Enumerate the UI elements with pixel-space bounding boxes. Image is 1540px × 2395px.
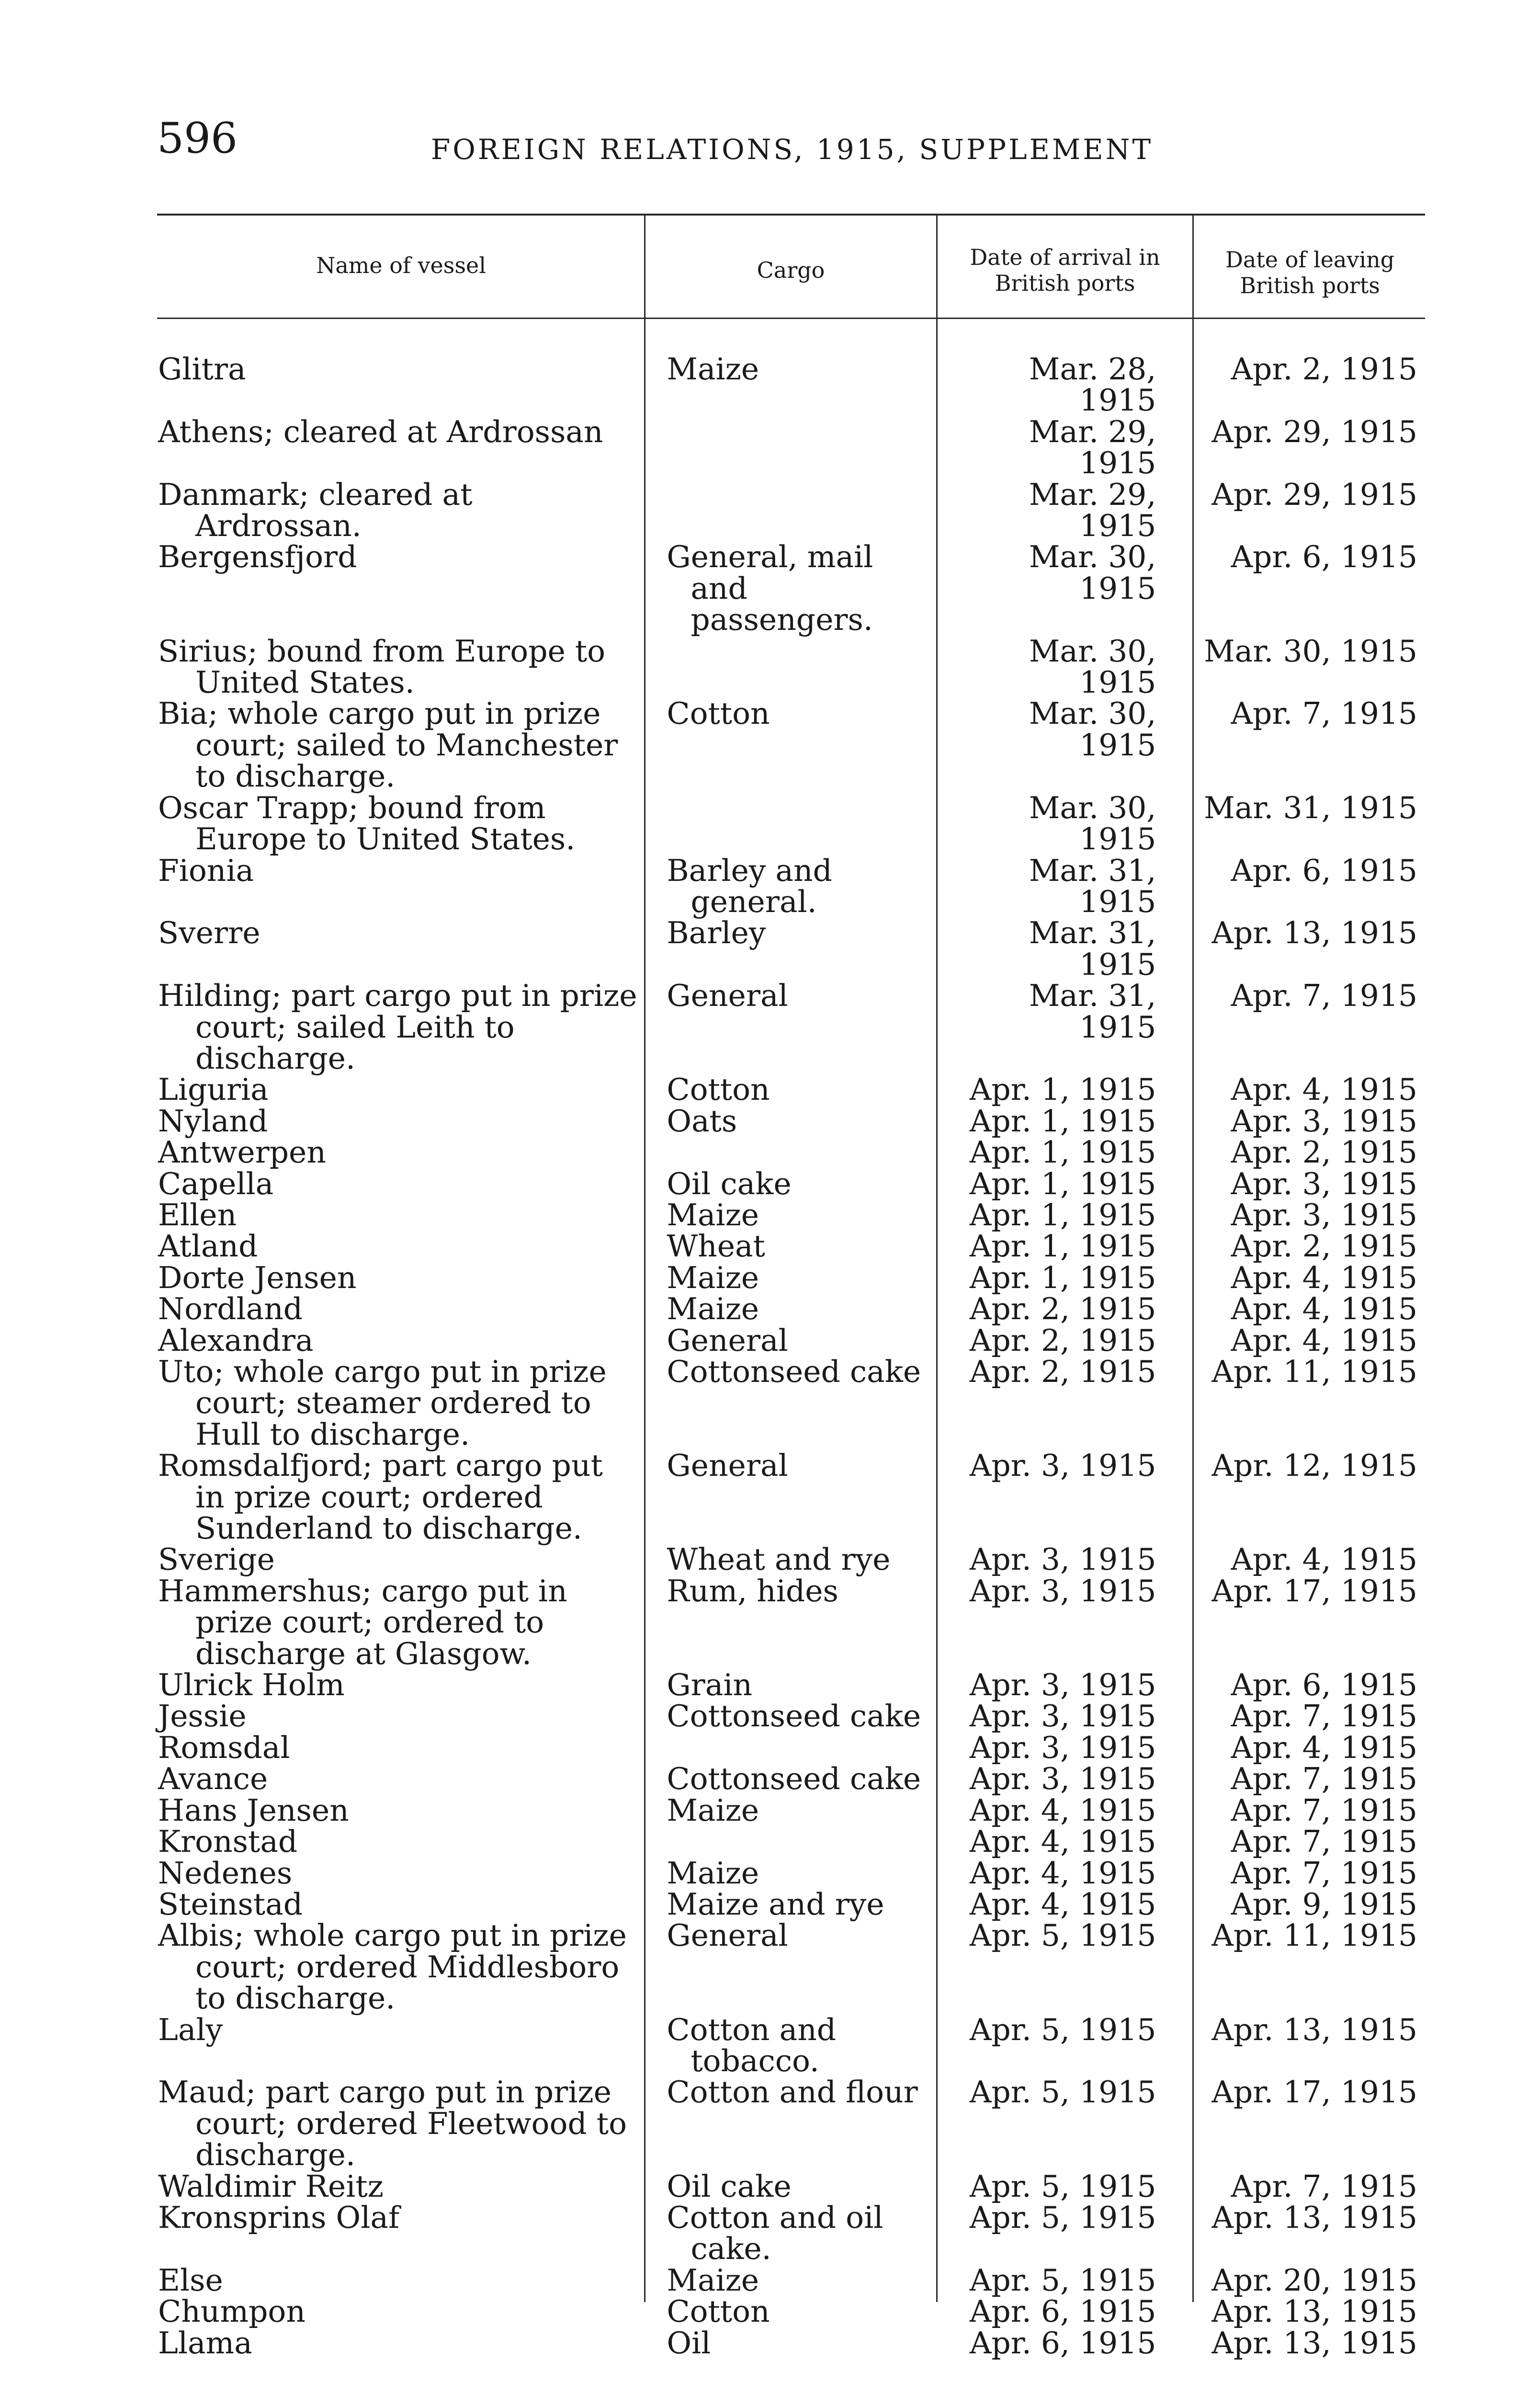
arrival-date: Apr. 3, 1915	[969, 1573, 1156, 1608]
leaving-date: Apr. 13, 1915	[1212, 2012, 1417, 2047]
table-row	[144, 1168, 1427, 1199]
cargo-cell: General	[667, 978, 788, 1014]
leaving-date: Apr. 17, 1915	[1212, 2075, 1417, 2110]
leaving-date: Mar. 30, 1915	[1204, 633, 1417, 669]
leaving-date: Apr. 7, 1915	[1231, 1699, 1417, 1734]
vessel-name: Antwerpen	[158, 1135, 326, 1170]
leaving-date: Apr. 7, 1915	[1231, 1855, 1417, 1891]
cargo-cell: Grain	[667, 1667, 753, 1703]
leaving-date: Apr. 7, 1915	[1231, 696, 1417, 731]
leaving-date: Apr. 7, 1915	[1231, 1824, 1417, 1859]
vessel-name: Kronstad	[158, 1824, 298, 1859]
table-top-rule	[157, 214, 1425, 216]
table-row	[144, 1325, 1427, 1356]
cargo-cell: Maize	[667, 2262, 759, 2298]
column-header-leaving: Date of leaving British ports	[1225, 247, 1395, 298]
vessel-name: Hans Jensen	[158, 1792, 349, 1828]
arrival-date: Apr. 4, 1915	[969, 1886, 1156, 1922]
vessel-name: Dorte Jensen	[158, 1260, 357, 1295]
vessel-name: Llama	[158, 2325, 252, 2361]
cargo-cell: Maize	[667, 1855, 759, 1891]
leaving-date: Apr. 12, 1915	[1212, 1448, 1417, 1483]
column-header-arrival: Date of arrival in British ports	[970, 244, 1160, 296]
vessel-name: Maud; part cargo put in prize court; ordered Fleetwood to discharge.	[158, 2075, 627, 2173]
table-row	[144, 1792, 1427, 1828]
table-row	[144, 354, 1427, 416]
arrival-date: Mar. 30, 1915	[1029, 633, 1156, 700]
table-row	[144, 2296, 1427, 2327]
leaving-date: Apr. 3, 1915	[1231, 1197, 1417, 1232]
arrival-date: Apr. 1, 1915	[969, 1135, 1156, 1170]
table-row	[144, 539, 1427, 638]
page-number: 596	[157, 114, 238, 163]
vessel-name: Jessie	[158, 1699, 247, 1734]
leaving-date: Apr. 4, 1915	[1231, 1072, 1417, 1107]
leaving-date: Apr. 13, 1915	[1212, 915, 1417, 951]
vessel-name: Sverige	[158, 1542, 275, 1577]
vessel-name: Oscar Trapp; bound from Europe to United States.	[158, 790, 576, 857]
cargo-cell: Maize	[667, 352, 759, 387]
table-row	[144, 698, 1427, 792]
vessel-name: Else	[158, 2262, 223, 2298]
arrival-date: Apr. 1, 1915	[969, 1103, 1156, 1139]
arrival-date: Apr. 2, 1915	[969, 1323, 1156, 1358]
table-row	[144, 2262, 1427, 2298]
table-row	[144, 792, 1427, 855]
cargo-cell: Wheat and rye	[667, 1542, 891, 1577]
vessel-name: Nordland	[158, 1291, 303, 1327]
leaving-date: Apr. 3, 1915	[1231, 1166, 1417, 1201]
arrival-date: Apr. 1, 1915	[969, 1260, 1156, 1295]
vessel-name: Waldimir Reitz	[158, 2168, 384, 2204]
cargo-cell: General	[667, 1918, 788, 1953]
arrival-date: Apr. 4, 1915	[969, 1824, 1156, 1859]
arrival-date: Apr. 2, 1915	[969, 1291, 1156, 1327]
vessel-name: Liguria	[158, 1072, 269, 1107]
leaving-date: Apr. 13, 1915	[1212, 2325, 1417, 2361]
cargo-cell: Cotton and tobacco.	[667, 2012, 837, 2078]
cargo-cell: Cotton	[667, 696, 770, 731]
vessel-name: Sirius; bound from Europe to United States.	[158, 633, 606, 700]
arrival-date: Apr. 1, 1915	[969, 1229, 1156, 1264]
arrival-date: Mar. 30, 1915	[1029, 696, 1156, 763]
cargo-cell: Wheat	[667, 1229, 765, 1264]
cargo-cell: General, mail and passengers.	[667, 539, 873, 638]
table-header-rule	[157, 318, 1425, 319]
arrival-date: Apr. 3, 1915	[969, 1448, 1156, 1483]
table-row	[144, 1544, 1427, 1575]
table-row	[144, 855, 1427, 918]
arrival-date: Apr. 5, 1915	[969, 2012, 1156, 2047]
column-header-name: Name of vessel	[316, 252, 486, 278]
table-row	[144, 1826, 1427, 1857]
cargo-cell: Maize	[667, 1291, 759, 1327]
leaving-date: Apr. 4, 1915	[1231, 1260, 1417, 1295]
table-row	[144, 1886, 1427, 1922]
arrival-date: Apr. 3, 1915	[969, 1730, 1156, 1765]
cargo-cell: Rum, hides	[667, 1573, 838, 1608]
vessel-name: Atland	[158, 1229, 258, 1264]
table-row	[144, 980, 1427, 1074]
cargo-cell: Oil	[667, 2325, 711, 2361]
arrival-date: Mar. 29, 1915	[1029, 477, 1156, 544]
arrival-date: Apr. 6, 1915	[969, 2294, 1156, 2329]
table-row	[144, 1450, 1427, 1544]
leaving-date: Apr. 2, 1915	[1231, 1229, 1417, 1264]
leaving-date: Mar. 31, 1915	[1204, 790, 1417, 825]
cargo-cell: Cottonseed cake	[667, 1354, 921, 1389]
leaving-date: Apr. 4, 1915	[1231, 1323, 1417, 1358]
leaving-date: Apr. 7, 1915	[1231, 1792, 1417, 1828]
cargo-cell: Cotton and oil cake.	[667, 2200, 883, 2267]
leaving-date: Apr. 6, 1915	[1231, 539, 1417, 575]
vessel-name: Nyland	[158, 1103, 268, 1139]
leaving-date: Apr. 11, 1915	[1212, 1918, 1417, 1953]
cargo-cell: General	[667, 1323, 788, 1358]
cargo-cell: Cotton	[667, 1072, 770, 1107]
vessel-name: Alexandra	[158, 1323, 314, 1358]
leaving-date: Apr. 13, 1915	[1212, 2200, 1417, 2235]
table-row	[144, 1855, 1427, 1891]
leaving-date: Apr. 29, 1915	[1212, 414, 1417, 449]
arrival-date: Mar. 28, 1915	[1029, 352, 1156, 418]
table-row	[144, 1231, 1427, 1262]
vessel-name: Ellen	[158, 1197, 237, 1232]
vessel-name: Kronsprins Olaf	[158, 2200, 400, 2235]
arrival-date: Apr. 2, 1915	[969, 1354, 1156, 1389]
leaving-date: Apr. 6, 1915	[1231, 1667, 1417, 1703]
arrival-date: Apr. 3, 1915	[969, 1761, 1156, 1797]
table-row	[144, 1262, 1427, 1293]
arrival-date: Apr. 3, 1915	[969, 1699, 1156, 1734]
table-row	[144, 1761, 1427, 1797]
arrival-date: Apr. 4, 1915	[969, 1792, 1156, 1828]
cargo-cell: Maize	[667, 1260, 759, 1295]
arrival-date: Apr. 1, 1915	[969, 1166, 1156, 1201]
vessel-name: Laly	[158, 2012, 223, 2047]
leaving-date: Apr. 4, 1915	[1231, 1730, 1417, 1765]
vessel-name: Ulrick Holm	[158, 1667, 345, 1703]
table-row	[144, 1103, 1427, 1139]
table-row	[144, 1920, 1427, 2014]
vessel-name: Danmark; cleared at Ardrossan.	[158, 477, 473, 544]
cargo-cell: Cottonseed cake	[667, 1699, 921, 1734]
leaving-date: Apr. 13, 1915	[1212, 2294, 1417, 2329]
leaving-date: Apr. 4, 1915	[1231, 1542, 1417, 1577]
leaving-date: Apr. 7, 1915	[1231, 2168, 1417, 2204]
table-row	[144, 1074, 1427, 1105]
vessel-name: Chumpon	[158, 2294, 306, 2329]
vessel-name: Uto; whole cargo put in prize court; steamer ordered to Hull to discharge.	[158, 1354, 607, 1452]
leaving-date: Apr. 7, 1915	[1231, 978, 1417, 1014]
leaving-date: Apr. 29, 1915	[1212, 477, 1417, 512]
vessel-name: Glitra	[158, 352, 246, 387]
cargo-cell: Barley	[667, 915, 766, 951]
arrival-date: Apr. 1, 1915	[969, 1197, 1156, 1232]
table-row	[144, 1291, 1427, 1327]
table-row	[144, 416, 1427, 479]
vessel-name: Fionia	[158, 853, 254, 888]
arrival-date: Apr. 5, 1915	[969, 2262, 1156, 2298]
leaving-date: Apr. 11, 1915	[1212, 1354, 1417, 1389]
table-row	[144, 1700, 1427, 1732]
leaving-date: Apr. 7, 1915	[1231, 1761, 1417, 1797]
cargo-cell: Cotton and flour	[667, 2075, 918, 2110]
cargo-cell: Cottonseed cake	[667, 1761, 921, 1797]
vessel-name: Romsdalfjord; part cargo put in prize court; ordered Sunderland to discharge.	[158, 1448, 603, 1546]
vessel-name: Bergensfjord	[158, 539, 357, 575]
vessel-name: Hilding; part cargo put in prize court; sailed Leith to discharge.	[158, 978, 637, 1076]
table-row	[144, 1732, 1427, 1763]
arrival-date: Apr. 5, 1915	[969, 2200, 1156, 2235]
vessel-name: Hammershus; cargo put in prize court; ordered to discharge at Glasgow.	[158, 1573, 567, 1671]
table-row	[144, 479, 1427, 542]
table-row	[144, 2014, 1427, 2077]
vessel-name: Nedenes	[158, 1855, 293, 1891]
arrival-date: Apr. 5, 1915	[969, 2075, 1156, 2110]
table-row	[144, 2327, 1427, 2359]
table-row	[144, 2202, 1427, 2265]
arrival-date: Mar. 31, 1915	[1029, 978, 1156, 1045]
cargo-cell: Maize and rye	[667, 1886, 884, 1922]
cargo-cell: Maize	[667, 1197, 759, 1232]
arrival-date: Apr. 6, 1915	[969, 2325, 1156, 2361]
vessel-name: Capella	[158, 1166, 274, 1201]
vessel-name: Athens; cleared at Ardrossan	[158, 414, 603, 449]
arrival-date: Apr. 3, 1915	[969, 1667, 1156, 1703]
cargo-cell: Oil cake	[667, 1166, 792, 1201]
cargo-cell: Oil cake	[667, 2168, 792, 2204]
arrival-date: Apr. 3, 1915	[969, 1542, 1156, 1577]
arrival-date: Apr. 5, 1915	[969, 2168, 1156, 2204]
cargo-cell: Oats	[667, 1103, 737, 1139]
leaving-date: Apr. 17, 1915	[1212, 1573, 1417, 1608]
table-row	[144, 2075, 1427, 2173]
leaving-date: Apr. 9, 1915	[1231, 1886, 1417, 1922]
vessel-name: Bia; whole cargo put in prize court; sailed to Manchester to discharge.	[158, 696, 618, 794]
table-row	[144, 1356, 1427, 1450]
vessel-name: Sverre	[158, 915, 260, 951]
leaving-date: Apr. 4, 1915	[1231, 1291, 1417, 1327]
table-row	[144, 917, 1427, 980]
table-row	[144, 1199, 1427, 1231]
arrival-date: Mar. 30, 1915	[1029, 790, 1156, 857]
arrival-date: Apr. 5, 1915	[969, 1918, 1156, 1953]
table-row	[144, 2168, 1427, 2204]
cargo-cell: Cotton	[667, 2294, 770, 2329]
vessel-name: Romsdal	[158, 1730, 290, 1765]
leaving-date: Apr. 6, 1915	[1231, 853, 1417, 888]
table-row	[144, 1575, 1427, 1669]
cargo-cell: Barley and general.	[667, 853, 832, 919]
vessel-table	[144, 354, 1427, 2359]
leaving-date: Apr. 2, 1915	[1231, 352, 1417, 387]
running-head: FOREIGN RELATIONS, 1915, SUPPLEMENT	[431, 133, 1154, 166]
arrival-date: Mar. 29, 1915	[1029, 414, 1156, 481]
arrival-date: Mar. 30, 1915	[1029, 539, 1156, 606]
vessel-name: Steinstad	[158, 1886, 303, 1922]
arrival-date: Mar. 31, 1915	[1029, 915, 1156, 982]
vessel-name: Avance	[158, 1761, 268, 1797]
arrival-date: Apr. 1, 1915	[969, 1072, 1156, 1107]
leaving-date: Apr. 3, 1915	[1231, 1103, 1417, 1139]
cargo-cell: Maize	[667, 1792, 759, 1828]
arrival-date: Apr. 4, 1915	[969, 1855, 1156, 1891]
table-row	[144, 633, 1427, 700]
leaving-date: Apr. 20, 1915	[1212, 2262, 1417, 2298]
table-row	[144, 1667, 1427, 1703]
vessel-name: Albis; whole cargo put in prize court; ordered Middlesboro to discharge.	[158, 1918, 627, 2016]
table-row	[144, 1137, 1427, 1168]
leaving-date: Apr. 2, 1915	[1231, 1135, 1417, 1170]
arrival-date: Mar. 31, 1915	[1029, 853, 1156, 919]
cargo-cell: General	[667, 1448, 788, 1483]
column-header-cargo: Cargo	[757, 257, 825, 283]
